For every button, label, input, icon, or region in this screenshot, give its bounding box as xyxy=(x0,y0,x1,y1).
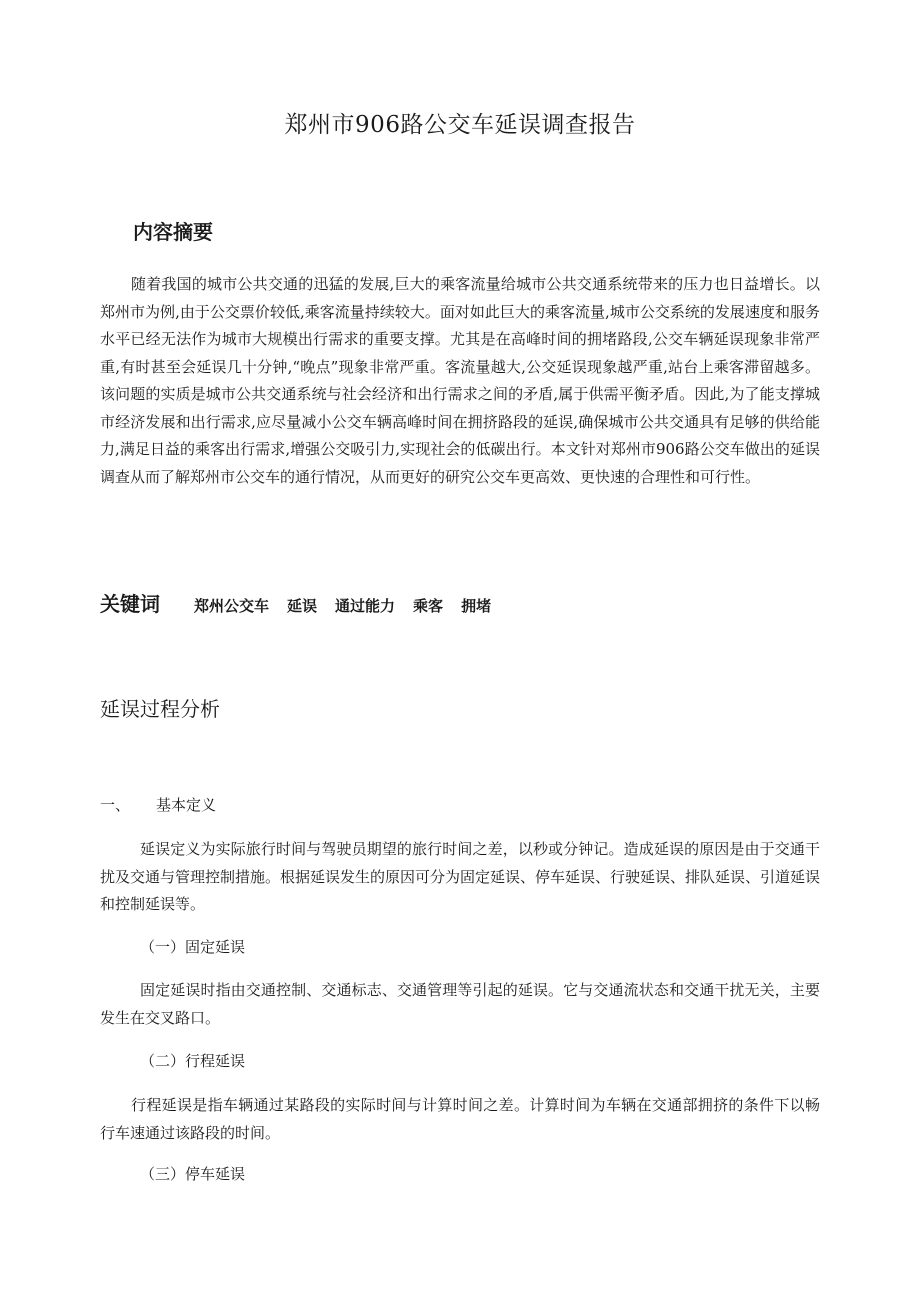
abstract-paragraph: 随着我国的城市公共交通的迅猛的发展,巨大的乘客流量给城市公共交通系统带来的压力也日益增长。以郑州市为例,由于公交票价较低,乘客流量持续较大。面对如此巨大的乘客流量,城市公交系统的发展速度和服务水平已经无法作为城市大规模出行需求的重要支撑。尤其是在高峰时间的拥堵路段,公交车辆延误现象非常严重,有时甚至会延误几十分钟,“晚点”现象非常严重。客流量越大,公交延误现象越严重,站台上乘客滞留越多。该问题的实质是城市公共交通系统与社会经济和出行需求之间的矛盾,属于供需平衡矛盾。因此,为了能支撑城市经济发展和出行需求,应尽量减小公交车辆高峰时间在拥挤路段的延误,确保城市公共交通具有足够的供给能力,满足日益的乘客出行需求,增强公交吸引力,实现社会的低碳出行。本文针对郑州市906路公交车做出的延误调查从而了解郑州市公交车的通行情况，从而更好的研究公交车更高效、更快速的合理性和可行性。 xyxy=(100,275,820,486)
definition-paragraph: 延误定义为实际旅行时间与驾驶员期望的旅行时间之差，以秒或分钟记。造成延误的原因是由于交通干扰及交通与管理控制措施。根据延误发生的原因可分为固定延误、停车延误、行驶延误、排队延误、引道延误和控制延误等。 xyxy=(100,840,821,913)
keyword: 延误 xyxy=(287,597,318,615)
keywords-list xyxy=(194,595,491,616)
definition-heading xyxy=(100,794,216,815)
keyword: 拥堵 xyxy=(461,597,492,615)
document-title: 郑州市906路公交车延误调查报告 xyxy=(284,112,636,138)
subheading-fixed-delay: （一）固定延误 xyxy=(140,938,246,956)
definition-number: 一、 xyxy=(100,796,131,814)
keyword: 乘客 xyxy=(413,597,444,615)
subheading-travel-delay: （二）行程延误 xyxy=(140,1052,246,1070)
abstract-heading: 内容摘要 xyxy=(133,220,213,244)
keyword: 郑州公交车 xyxy=(194,597,270,615)
section-heading: 延误过程分析 xyxy=(100,697,220,721)
keywords-row xyxy=(100,588,491,617)
fixed-delay-paragraph: 固定延误时指由交通控制、交通标志、交通管理等引起的延误。它与交通流状态和交通干扰无关，主要发生在交叉路口。 xyxy=(100,981,820,1027)
travel-delay-paragraph: 行程延误是指车辆通过某路段的实际时间与计算时间之差。计算时间为车辆在交通部拥挤的条件下以畅行车速通过该路段的时间。 xyxy=(100,1096,820,1142)
definition-heading-text: 基本定义 xyxy=(156,796,217,814)
subheading-stop-delay: （三）停车延误 xyxy=(140,1165,246,1183)
keywords-label: 关键词 xyxy=(100,592,160,616)
keyword: 通过能力 xyxy=(335,597,396,615)
